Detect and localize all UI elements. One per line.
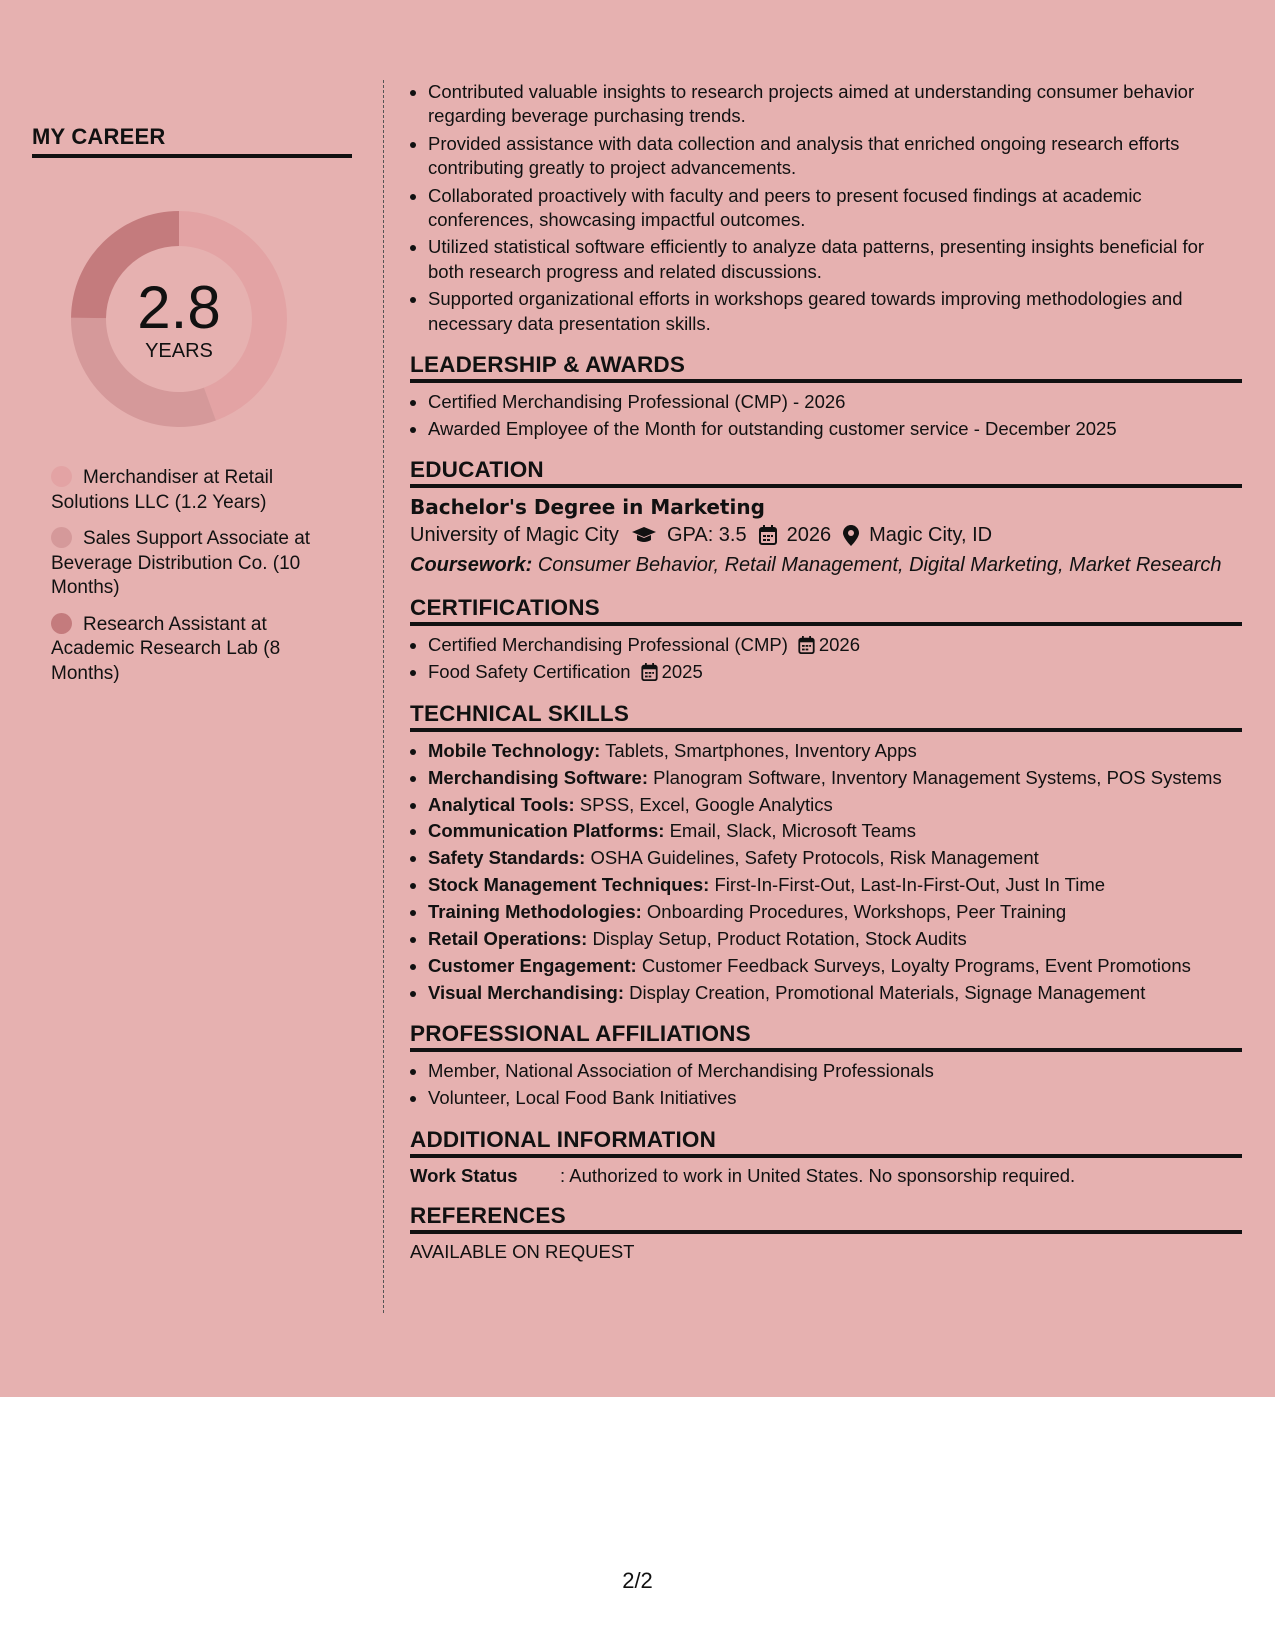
certification-name: Food Safety Certification [428, 661, 631, 683]
section-title: EDUCATION [410, 457, 1242, 488]
skill-item [428, 846, 1242, 870]
skill-item [428, 900, 1242, 924]
skill-value: Email, Slack, Microsoft Teams [669, 820, 916, 842]
main-column [410, 80, 1242, 1263]
skill-value: Customer Feedback Surveys, Loyalty Programs, Event Promotions [641, 954, 1191, 976]
section-title: ADDITIONAL INFORMATION [410, 1127, 1242, 1158]
skill-item [428, 793, 1242, 817]
references-section [410, 1203, 1242, 1263]
school-location: Magic City, ID [869, 524, 993, 547]
work-status-value: : Authorized to work in United States. No sponsorship required. [560, 1164, 1076, 1186]
legend-label: Sales Support Associate at Beverage Distribution Co. (10 Months) [51, 528, 311, 598]
list-item: • Awarded Employee of the Month for outstanding customer service - December 2025 [428, 417, 1242, 441]
skill-label: Analytical Tools: [428, 793, 575, 815]
work-status-row [410, 1165, 1242, 1187]
certification-item [428, 633, 1242, 657]
certification-year: 2025 [661, 661, 703, 683]
degree-title: Bachelor's Degree in Marketing [410, 495, 765, 520]
experience-bullet: • Supported organizational efforts in workshops geared towards improving methodologies and necessary data presentation skills. [428, 287, 1242, 336]
skill-item [428, 819, 1242, 843]
column-divider [383, 80, 384, 1313]
section-title: TECHNICAL SKILLS [410, 701, 1242, 732]
legend-item [51, 527, 321, 601]
skill-value: Tablets, Smartphones, Inventory Apps [605, 739, 917, 761]
skill-value: Onboarding Procedures, Workshops, Peer Training [646, 901, 1067, 923]
certifications-section [410, 595, 1242, 684]
career-title: MY CAREER [32, 124, 352, 158]
coursework [410, 551, 1242, 579]
skill-label: Retail Operations: [428, 928, 588, 950]
certification-name: Certified Merchandising Professional (CMP) [428, 634, 788, 656]
experience-bullet: • Contributed valuable insights to research projects aimed at understanding consumer behavior regarding beverage purchasing trends. [428, 80, 1242, 129]
experience-bullet: • Provided assistance with data collection and analysis that enriched ongoing research efforts contributing greatly to project advancements. [428, 132, 1242, 181]
skill-item [428, 739, 1242, 763]
skill-label: Customer Engagement: [428, 954, 637, 976]
skill-label: Communication Platforms: [428, 820, 665, 842]
skill-value: Display Creation, Promotional Materials, Signage Management [629, 981, 1146, 1003]
legend-label: Research Assistant at Academic Research Lab (8 Months) [51, 613, 281, 684]
location-pin-icon [843, 525, 859, 546]
section-title: REFERENCES [410, 1203, 1242, 1234]
calendar-icon [641, 663, 658, 681]
section-title: PROFESSIONAL AFFILIATIONS [410, 1021, 1242, 1052]
legend-item [51, 466, 321, 515]
skills-section [410, 701, 1242, 1006]
career-sidebar [32, 124, 352, 684]
graduation-year: 2026 [786, 524, 832, 547]
affiliations-list [410, 1059, 1242, 1110]
leadership-section [410, 352, 1242, 441]
skill-value: First-In-First-Out, Last-In-First-Out, Just In Time [714, 874, 1106, 896]
legend-dot [51, 466, 72, 487]
career-legend [51, 466, 321, 698]
skill-value: Display Setup, Product Rotation, Stock Audits [592, 928, 967, 950]
work-status-label: Work Status [410, 1164, 518, 1186]
career-donut-chart [66, 206, 292, 432]
career-total-unit: YEARS [145, 340, 213, 362]
skill-item [428, 873, 1242, 897]
coursework-label: Coursework: [410, 554, 533, 577]
skill-label: Training Methodologies: [428, 901, 642, 923]
skill-value: Planogram Software, Inventory Management Systems, POS Systems [653, 766, 1222, 788]
graduation-cap-icon [631, 526, 657, 544]
experience-bullet: • Collaborated proactively with faculty and peers to present focused findings at academic conferences, showcasing impactful outcomes. [428, 184, 1242, 233]
skill-label: Safety Standards: [428, 847, 586, 869]
certification-item [428, 660, 1242, 684]
calendar-icon [798, 636, 815, 654]
skill-item [428, 981, 1242, 1005]
certification-year: 2026 [818, 634, 861, 656]
skill-item [428, 766, 1242, 790]
page-number: 2/2 [622, 1568, 653, 1593]
career-total-years: 2.8 [137, 274, 221, 341]
education-details [410, 519, 1242, 551]
list-item: • Volunteer, Local Food Bank Initiatives [428, 1086, 1242, 1110]
skill-value: OSHA Guidelines, Safety Protocols, Risk Management [590, 847, 1039, 869]
skill-label: Merchandising Software: [428, 766, 648, 788]
section-title: LEADERSHIP & AWARDS [410, 352, 1242, 383]
school-name: University of Magic City [410, 524, 619, 547]
leadership-list [410, 390, 1242, 441]
education-section [410, 457, 1242, 579]
experience-bullet: • Utilized statistical software efficiently to analyze data patterns, presenting insights beneficial for both research progress and related discussions. [428, 235, 1242, 284]
skill-item [428, 954, 1242, 978]
coursework-list: Consumer Behavior, Retail Management, Digital Marketing, Market Research [537, 554, 1222, 577]
calendar-icon [759, 525, 777, 545]
legend-item [51, 613, 321, 687]
certifications-list [410, 633, 1242, 684]
list-item: • Member, National Association of Merchandising Professionals [428, 1059, 1242, 1083]
skill-label: Mobile Technology: [428, 739, 601, 761]
additional-info-section [410, 1127, 1242, 1187]
legend-dot [51, 613, 72, 634]
skill-label: Stock Management Techniques: [428, 874, 710, 896]
skill-label: Visual Merchandising: [428, 981, 625, 1003]
affiliations-section [410, 1021, 1242, 1110]
experience-bullets [410, 80, 1242, 336]
legend-label: Merchandiser at Retail Solutions LLC (1.2 Years) [51, 467, 274, 513]
skill-item [428, 927, 1242, 951]
list-item: • Certified Merchandising Professional (CMP) - 2026 [428, 390, 1242, 414]
section-title: CERTIFICATIONS [410, 595, 1242, 626]
legend-dot [51, 527, 72, 548]
skill-value: SPSS, Excel, Google Analytics [579, 793, 833, 815]
references-text: AVAILABLE ON REQUEST [410, 1240, 635, 1262]
skills-list [410, 739, 1242, 1006]
gpa: GPA: 3.5 [666, 524, 747, 547]
